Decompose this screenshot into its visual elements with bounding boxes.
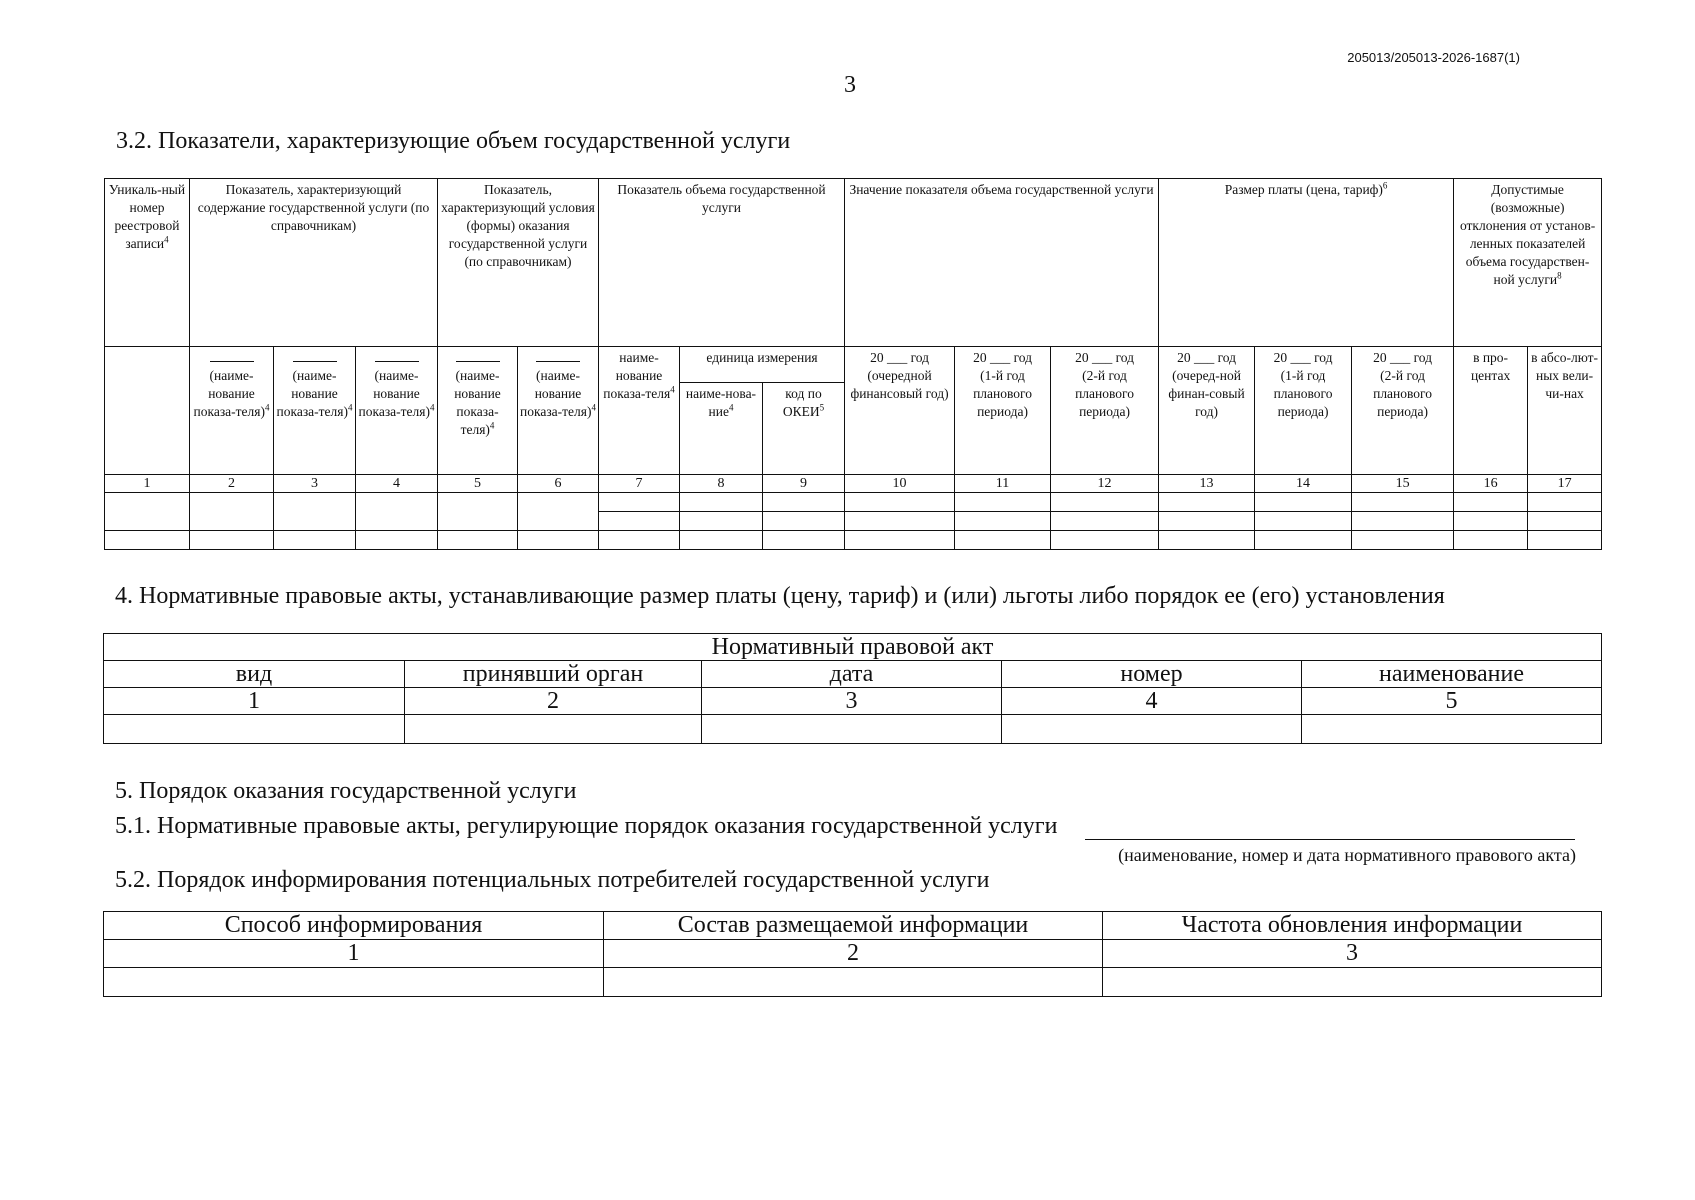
col-number: 5 [1302,688,1602,715]
col-number: 15 [1352,475,1454,493]
header-conditions-indicator: Показатель, характеризующий условия (формы) оказания государственной услуги (по справочникам) [438,179,599,347]
empty-cell [1103,968,1602,997]
page-number: 3 [844,72,856,98]
col-number: 3 [702,688,1002,715]
sub-value-plan-year-2: 20 ___ год (2-й год планового периода) [1051,347,1159,475]
table-row [105,493,1602,512]
sub-unit-name: наиме-нова-ние$^4$ [680,383,763,475]
empty-cell [1159,512,1255,531]
sub-fee-plan-year-2: 20 ___ год (2-й год планового периода) [1352,347,1454,475]
col-number: 3 [274,475,356,493]
col-number: 17 [1528,475,1602,493]
empty-cell [438,493,518,531]
empty-cell [104,715,405,744]
empty-cell [763,493,845,512]
col-header-content: Состав размещаемой информации [604,912,1103,940]
informing-table [103,911,1602,997]
sub-unit-of-measure: единица измерения [680,347,845,383]
empty-cell [763,512,845,531]
empty-cell [1255,531,1352,550]
col-number: 13 [1159,475,1255,493]
header-unique-number-sub [105,347,190,475]
empty-cell [955,493,1051,512]
sub-content-indicator-3: (наиме-нование показа-теля)$^4$ [356,347,438,475]
empty-cell [1454,512,1528,531]
empty-cell [1352,531,1454,550]
sub-volume-indicator-name: наиме-нование показа-теля$^4$ [599,347,680,475]
col-number: 6 [518,475,599,493]
empty-cell [1255,493,1352,512]
empty-cell [1002,715,1302,744]
col-header-type: вид [104,661,405,688]
empty-cell [190,531,274,550]
empty-cell [1051,493,1159,512]
empty-cell [274,493,356,531]
sub-deviation-absolute: в абсо-лют-ных вели-чи-нах [1528,347,1602,475]
empty-cell [1051,512,1159,531]
col-number: 7 [599,475,680,493]
section-4-title: 4. Нормативные правовые акты, устанавливающие размер платы (цену, тариф) и (или) льготы либо порядок ее (его) установления [115,583,1445,609]
col-number: 14 [1255,475,1352,493]
volume-indicators-table [104,178,1602,550]
col-number: 2 [190,475,274,493]
sub-fee-plan-year-1: 20 ___ год (1-й год планового периода) [1255,347,1352,475]
col-number: 5 [438,475,518,493]
empty-cell [845,493,955,512]
empty-cell [356,531,438,550]
empty-cell [680,512,763,531]
empty-cell [955,531,1051,550]
empty-cell [955,512,1051,531]
col-header-authority: принявший орган [405,661,702,688]
document-id: 205013/205013-2026-1687(1) [1347,50,1520,65]
empty-cell [356,493,438,531]
empty-cell [104,968,604,997]
empty-cell [604,968,1103,997]
empty-cell [1528,493,1602,512]
table-row [104,715,1602,744]
col-number: 4 [1002,688,1302,715]
sub-conditions-indicator-2: (наиме-нование показа-теля)$^4$ [518,347,599,475]
section-5-2-title: 5.2. Порядок информирования потенциальных потребителей государственной услуги [115,867,990,893]
col-number: 1 [104,940,604,968]
sub-fee-next-year: 20 ___ год (очеред-ной финан-совый год) [1159,347,1255,475]
col-number: 1 [105,475,190,493]
empty-cell [1528,531,1602,550]
col-header-number: номер [1002,661,1302,688]
header-content-indicator: Показатель, характеризующий содержание государственной услуги (по справочникам) [190,179,438,347]
empty-cell [702,715,1002,744]
empty-cell [1352,493,1454,512]
empty-cell [274,531,356,550]
col-number: 16 [1454,475,1528,493]
empty-cell [1051,531,1159,550]
section-5-1-title: 5.1. Нормативные правовые акты, регулирующие порядок оказания государственной услуги [115,813,1058,839]
empty-cell [845,512,955,531]
sub-content-indicator-2: (наиме-нование показа-теля)$^4$ [274,347,356,475]
sub-value-plan-year-1: 20 ___ год (1-й год планового периода) [955,347,1051,475]
col-number: 12 [1051,475,1159,493]
empty-cell [190,493,274,531]
section-5-1-fill-line [1085,838,1575,840]
col-number: 2 [604,940,1103,968]
empty-cell [1454,531,1528,550]
section-5-1-note: (наименование, номер и дата нормативного правового акта) [1118,845,1576,865]
col-number: 3 [1103,940,1602,968]
col-header-frequency: Частота обновления информации [1103,912,1602,940]
col-number: 8 [680,475,763,493]
empty-cell [1159,531,1255,550]
col-header-name: наименование [1302,661,1602,688]
empty-cell [599,512,680,531]
empty-cell [599,493,680,512]
empty-cell [518,493,599,531]
empty-cell [680,531,763,550]
col-number: 2 [405,688,702,715]
sub-unit-okei: код по ОКЕИ$^5$ [763,383,845,475]
empty-cell [1255,512,1352,531]
table-row [105,531,1602,550]
empty-cell [405,715,702,744]
col-header-date: дата [702,661,1002,688]
empty-cell [518,531,599,550]
empty-cell [105,493,190,531]
empty-cell [105,531,190,550]
empty-cell [1352,512,1454,531]
empty-cell [1454,493,1528,512]
sub-content-indicator-1: (наиме-нование показа-теля)$^4$ [190,347,274,475]
col-number: 11 [955,475,1051,493]
sub-deviation-percent: в про-центах [1454,347,1528,475]
sub-value-next-year: 20 ___ год (очередной финансовый год) [845,347,955,475]
col-header-method: Способ информирования [104,912,604,940]
sub-conditions-indicator-1: (наиме-нование показа-теля)$^4$ [438,347,518,475]
empty-cell [763,531,845,550]
legal-acts-table [103,633,1602,744]
header-volume-indicator: Показатель объема государственной услуги [599,179,845,347]
section-5-title: 5. Порядок оказания государственной услуги [115,778,577,804]
empty-cell [438,531,518,550]
empty-cell [599,531,680,550]
col-number: 4 [356,475,438,493]
section-3-2-title: 3.2. Показатели, характеризующие объем государственной услуги [116,128,791,154]
empty-cell [680,493,763,512]
header-fee-size: Размер платы (цена, тариф)$^6$ [1159,179,1454,347]
col-number: 1 [104,688,405,715]
header-volume-value: Значение показателя объема государственной услуги [845,179,1159,347]
empty-cell [1159,493,1255,512]
table-row [104,968,1602,997]
empty-cell [845,531,955,550]
header-unique-number: Уникаль-ный номер реестровой записи$^4$ [105,179,190,347]
empty-cell [1528,512,1602,531]
empty-cell [1302,715,1602,744]
header-allowed-deviation: Допустимые (возможные) отклонения от установ-ленных показателей объема государствен-ной услуги$^8$ [1454,179,1602,347]
legal-act-header: Нормативный правовой акт [104,634,1602,661]
col-number: 10 [845,475,955,493]
col-number: 9 [763,475,845,493]
